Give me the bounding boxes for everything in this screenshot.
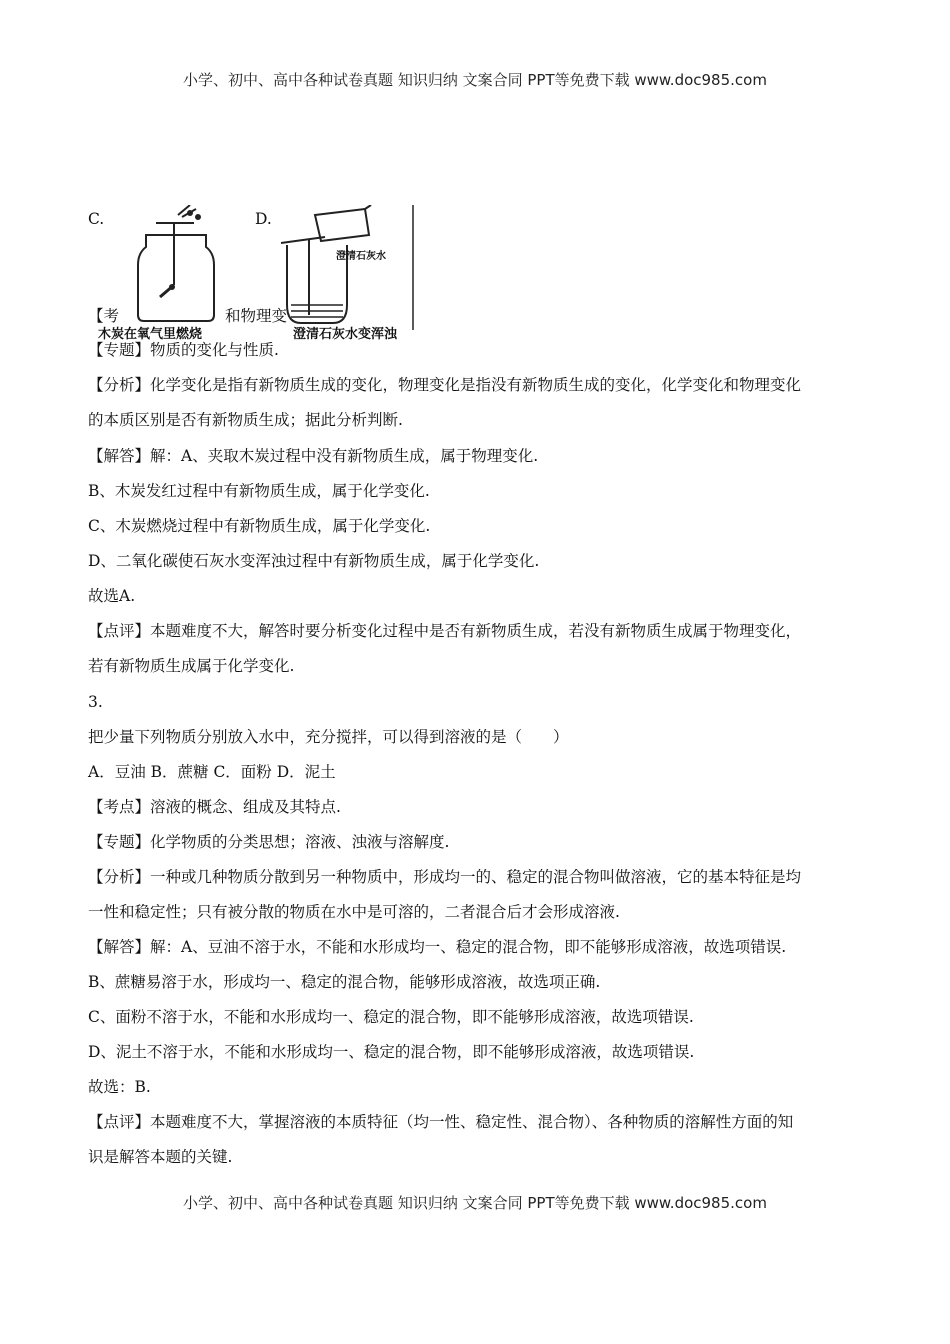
text-line: 【考点】溶液的概念、组成及其特点.	[88, 798, 341, 816]
figure-d-side-label: 澄清石灰水	[336, 251, 386, 262]
obscured-text-left: 【考	[88, 307, 120, 325]
text-line: 若有新物质生成属于化学变化.	[88, 657, 295, 675]
text-line: C、木炭燃烧过程中有新物质生成，属于化学变化.	[88, 517, 431, 535]
text-line: 【解答】解：A、豆油不溶于水，不能和水形成均一、稳定的混合物，即不能够形成溶液，故选项错误.	[88, 938, 787, 956]
text-line: 识是解答本题的关键.	[88, 1148, 233, 1166]
text-line: 【点评】本题难度不大，解答时要分析变化过程中是否有新物质生成，若没有新物质生成属于物理变化，	[88, 622, 802, 640]
option-d-label: D.	[255, 210, 272, 228]
text-line: 【专题】物质的变化与性质.	[88, 341, 279, 359]
page-header: 小学、初中、高中各种试卷真题 知识归纳 文案合同 PPT等免费下载 www.doc985.com	[183, 71, 767, 89]
question-stem: 把少量下列物质分别放入水中，充分搅拌，可以得到溶液的是（ ）	[88, 728, 569, 746]
text-line: 【点评】本题难度不大，掌握溶液的本质特征（均一性、稳定性、混合物）、各种物质的溶解性方面的知	[88, 1113, 794, 1131]
obscured-text-right: 和物理变	[225, 307, 288, 325]
text-line: 【专题】化学物质的分类思想；溶液、浊液与溶解度.	[88, 833, 450, 851]
figure-c-caption: 木炭在氧气里燃烧	[98, 327, 203, 342]
figure-d-caption: 澄清石灰水变浑浊	[293, 327, 398, 342]
text-line: B、木炭发红过程中有新物质生成，属于化学变化.	[88, 482, 430, 500]
text-line: 的本质区别是否有新物质生成；据此分析判断.	[88, 411, 403, 429]
text-line: 【分析】一种或几种物质分散到另一种物质中，形成均一的、稳定的混合物叫做溶液，它的基本特征是均	[88, 868, 802, 886]
text-line: B、蔗糖易溶于水，形成均一、稳定的混合物，能够形成溶液，故选项正确.	[88, 973, 601, 991]
text-line: D、二氧化碳使石灰水变浑浊过程中有新物质生成，属于化学变化.	[88, 552, 540, 570]
text-line: C、面粉不溶于水，不能和水形成均一、稳定的混合物，即不能够形成溶液，故选项错误.	[88, 1008, 694, 1026]
text-line: 【分析】化学变化是指有新物质生成的变化，物理变化是指没有新物质生成的变化，化学变化和物理变化	[88, 376, 802, 394]
text-line: 故选：B.	[88, 1078, 151, 1096]
question-number: 3.	[88, 693, 103, 711]
text-line: 故选A.	[88, 587, 136, 605]
question-options: A．豆油 B．蔗糖 C．面粉 D．泥土	[88, 763, 336, 781]
text-line: 一性和稳定性；只有被分散的物质在水中是可溶的，二者混合后才会形成溶液.	[88, 903, 620, 921]
page-footer: 小学、初中、高中各种试卷真题 知识归纳 文案合同 PPT等免费下载 www.doc985.com	[183, 1194, 767, 1212]
option-c-label: C.	[88, 210, 105, 228]
text-line: 【解答】解：A、夹取木炭过程中没有新物质生成，属于物理变化.	[88, 447, 539, 465]
limewater-figure	[273, 205, 418, 330]
text-line: D、泥土不溶于水，不能和水形成均一、稳定的混合物，即不能够形成溶液，故选项错误.	[88, 1043, 695, 1061]
